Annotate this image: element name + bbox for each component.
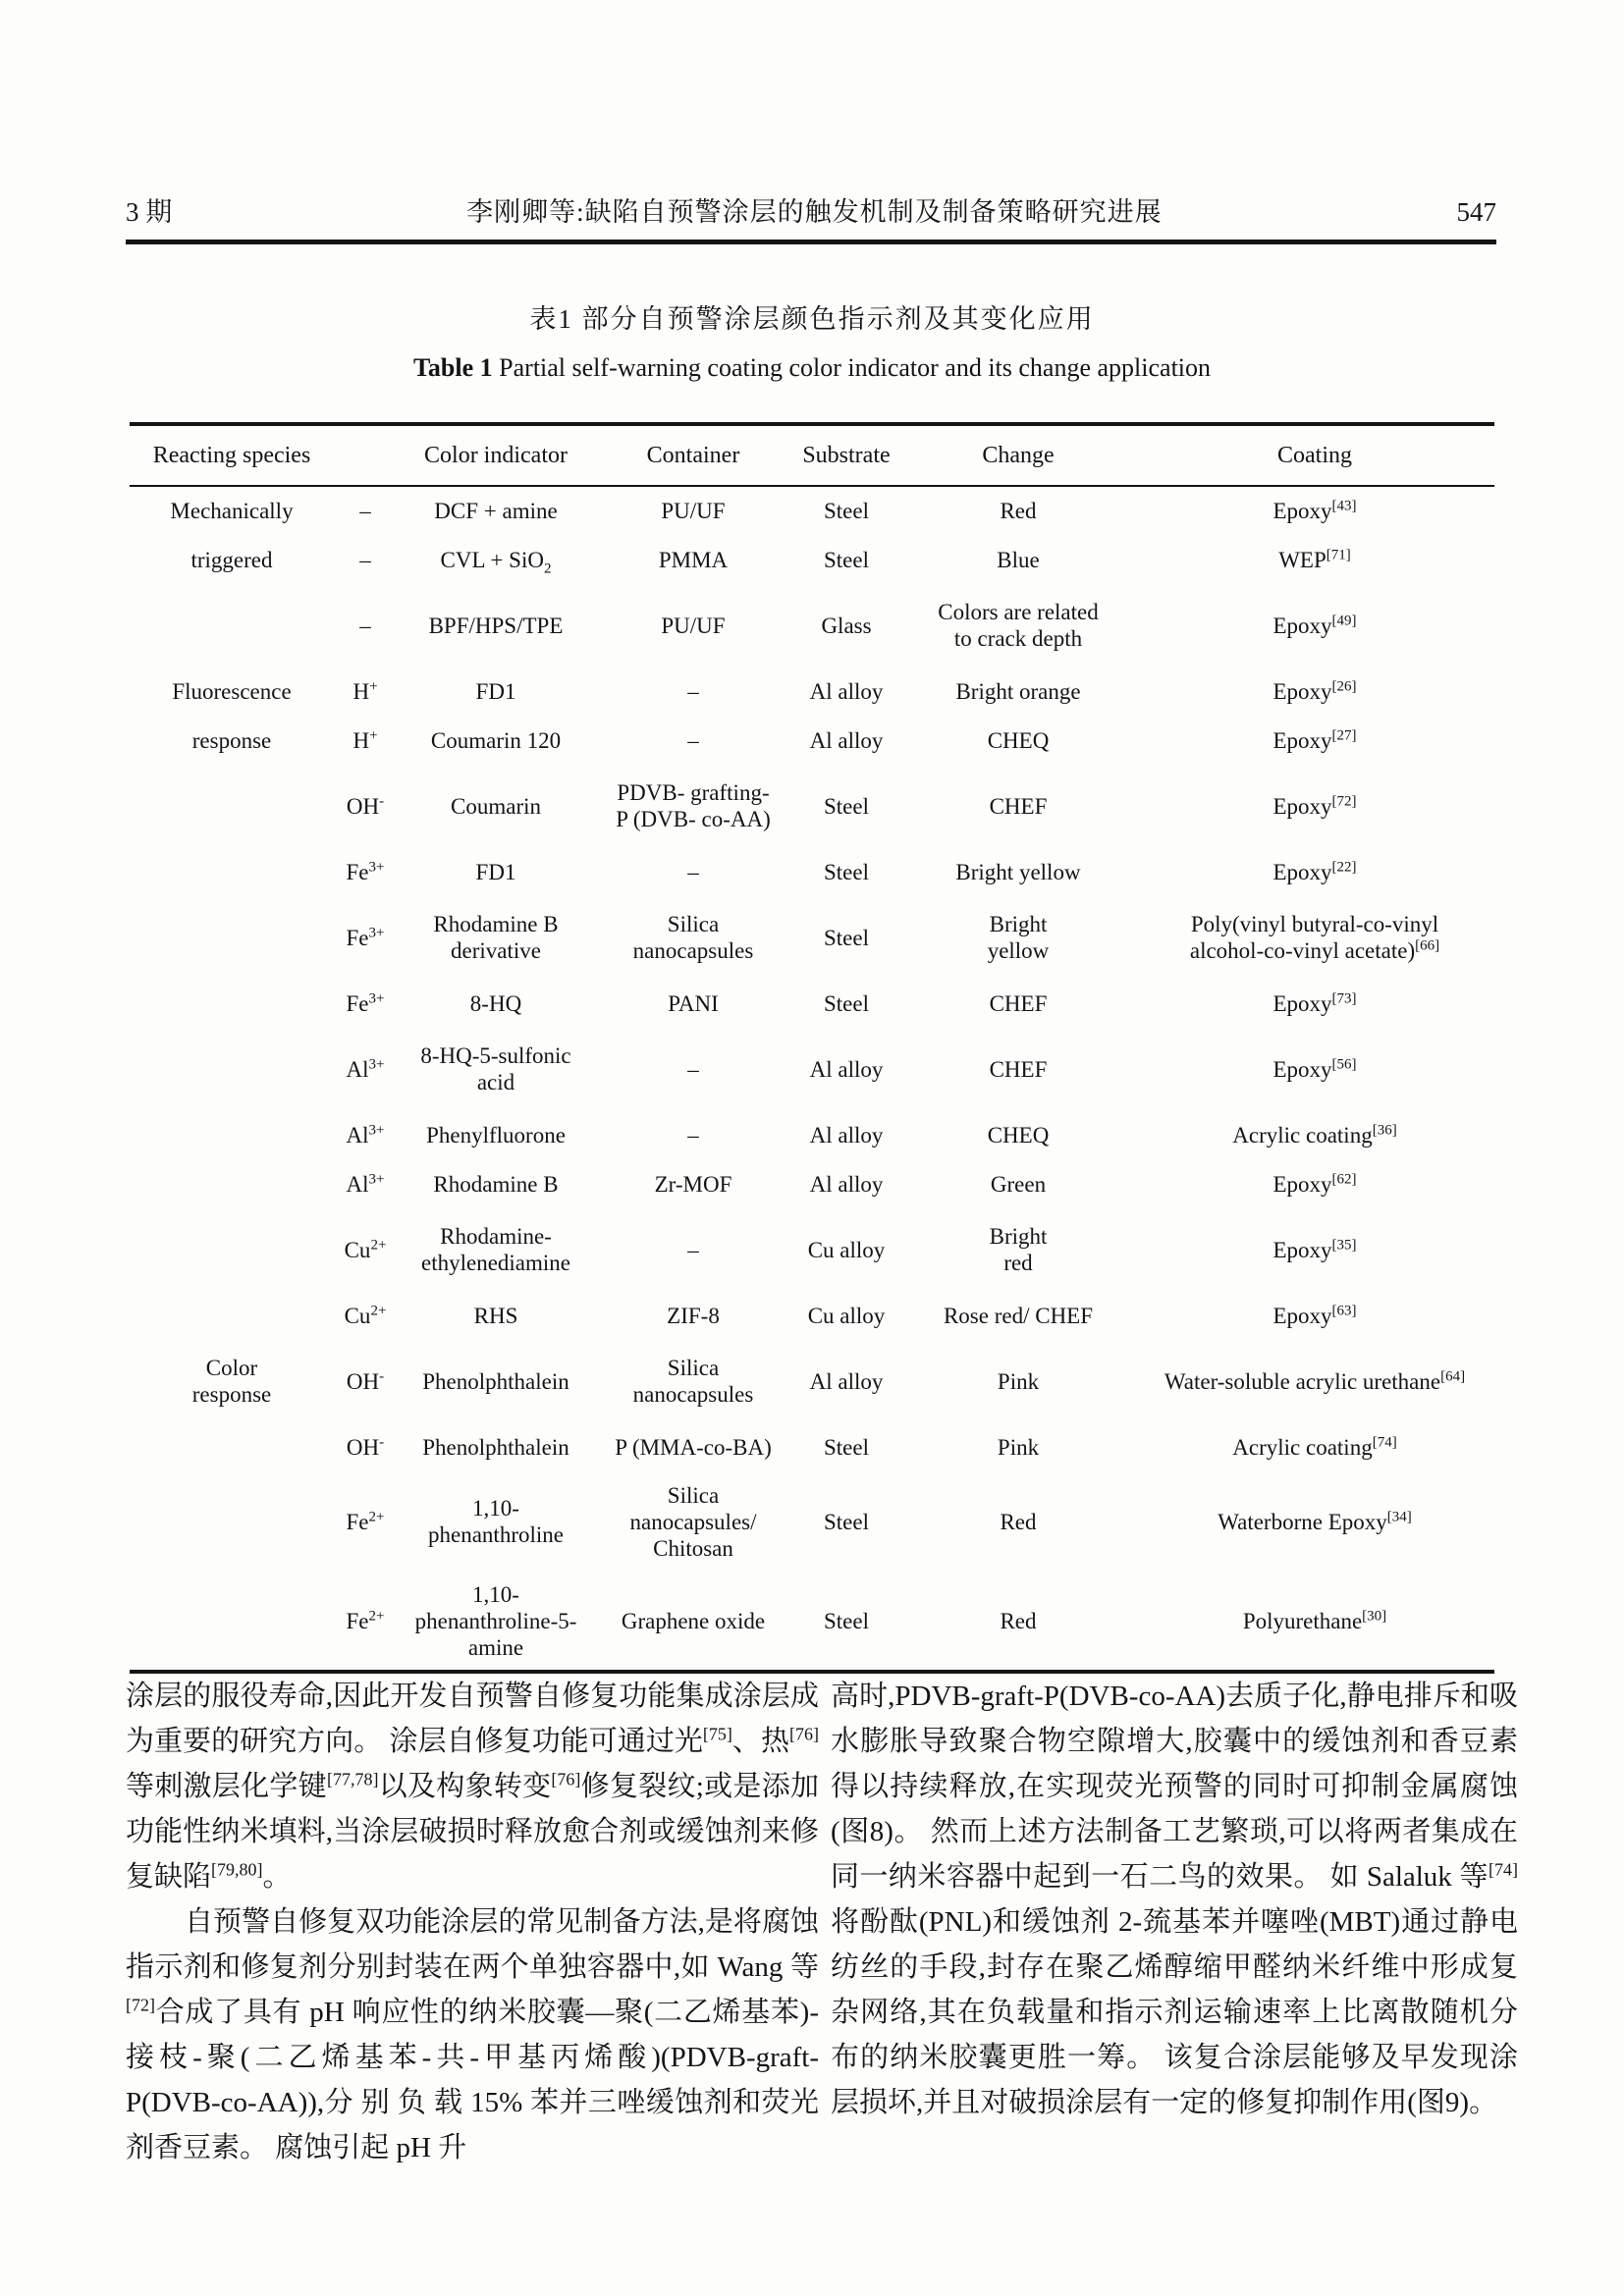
cell-change: Red	[1000, 1509, 1037, 1534]
cell-reacting-species: Mechanically	[170, 499, 294, 523]
cell-ion: $Fe^{2+}$	[346, 1508, 385, 1534]
cell-container: Silica nanocapsules/ Chitosan	[629, 1482, 757, 1561]
cell-coating: Acrylic coating[74]	[1232, 1433, 1397, 1460]
table-row	[130, 1208, 1494, 1291]
body-left-column	[126, 1674, 819, 2170]
ion-charge: 2+	[370, 1302, 387, 1318]
cell-color-indicator: Phenolphthalein	[422, 1368, 569, 1394]
cell-reacting-species	[130, 979, 334, 1028]
table-row	[130, 535, 1494, 584]
table-head	[130, 424, 1494, 486]
table-row	[130, 1422, 1494, 1471]
column-header: Coating	[1135, 424, 1494, 486]
cell-color-indicator: FD1	[475, 859, 516, 884]
cell-substrate: Steel	[824, 499, 869, 523]
cell-substrate: Steel	[824, 547, 869, 572]
issue-label: 3 期	[126, 197, 173, 227]
cell-ion: –	[359, 547, 371, 572]
cell-coating: Epoxy[62]	[1272, 1170, 1357, 1197]
cell-coating: Epoxy[22]	[1272, 858, 1357, 884]
formula-subscript: 2	[543, 561, 552, 577]
cell-color-indicator: 1,10- phenanthroline-5- amine	[414, 1581, 577, 1660]
cell-ion: –	[359, 499, 371, 523]
citation-ref: [30]	[1362, 1607, 1387, 1624]
cell-reacting-species	[130, 1422, 334, 1471]
cell-ion: $Fe^{3+}$	[346, 858, 385, 884]
ion-charge: -	[379, 792, 385, 809]
cell-color-indicator: Coumarin 120	[430, 727, 562, 753]
table-row	[130, 1110, 1494, 1159]
cell-substrate: Steel	[824, 859, 869, 884]
ion-charge: +	[369, 677, 378, 694]
paragraph: 涂层的服役寿命,因此开发自预警自修复功能集成涂层成为重要的研究方向。 涂层自修复功能可通过光[75]、热[76]等刺激层化学键[77,78]以及构象转变[76]修复裂纹;或是添加功能性纳米填料,当涂层破损时释放愈合剂或缓蚀剂来修复缺陷[79,80]。	[126, 1681, 819, 1893]
cell-coating: Epoxy[35]	[1272, 1236, 1357, 1262]
cell-substrate: Steel	[824, 1608, 869, 1633]
cell-ion: $Cu^{2+}$	[344, 1302, 387, 1328]
citation-ref: [62]	[1331, 1170, 1357, 1187]
cell-coating: Epoxy[49]	[1272, 612, 1357, 638]
ion-charge: 3+	[368, 989, 385, 1006]
cell-substrate: Steel	[824, 793, 869, 819]
ion-charge: -	[379, 1433, 385, 1450]
cell-container: P (MMA-co-BA)	[615, 1434, 772, 1460]
cell-color-indicator: FD1	[475, 678, 516, 704]
cell-reacting-species: triggered	[190, 547, 273, 572]
cell-change: Green	[990, 1171, 1047, 1197]
running-title: 李刚卿等:缺陷自预警涂层的触发机制及制备策略研究进展	[466, 197, 1163, 227]
cell-reacting-species	[130, 1159, 334, 1208]
cell-ion: $Al^{3+}$	[346, 1170, 385, 1197]
cell-color-indicator: Phenolphthalein	[422, 1434, 569, 1460]
cell-ion: $Fe^{3+}$	[346, 989, 385, 1016]
cell-substrate: Al alloy	[809, 1368, 884, 1394]
citation-ref: [43]	[1331, 498, 1357, 514]
citation-ref: [76]	[788, 1724, 819, 1744]
cell-color-indicator: CVL + SiO$_2$	[440, 547, 552, 577]
citation-ref: [35]	[1331, 1236, 1357, 1253]
cell-change: Pink	[997, 1368, 1040, 1394]
cell-substrate: Steel	[824, 990, 869, 1016]
data-table	[130, 422, 1494, 1674]
cell-container: PANI	[668, 990, 719, 1016]
cell-substrate: Glass	[821, 613, 872, 638]
cell-coating: Polyurethane[30]	[1242, 1607, 1387, 1633]
body-right-column	[831, 1674, 1518, 2125]
cell-substrate: Steel	[824, 1434, 869, 1460]
table-caption-en-text: Partial self-warning coating color indicator and its change application	[492, 353, 1212, 382]
citation-ref: [76]	[551, 1769, 581, 1789]
cell-reacting-species	[130, 1471, 334, 1572]
cell-container: Silica nanocapsules	[632, 912, 754, 963]
table-row	[130, 896, 1494, 979]
cell-container: ZIF-8	[667, 1303, 720, 1328]
citation-ref: [27]	[1331, 726, 1357, 743]
cell-reacting-species	[130, 1110, 334, 1159]
cell-reacting-species	[130, 896, 334, 979]
ion-charge: 3+	[368, 1055, 385, 1072]
column-header: Substrate	[791, 424, 901, 486]
cell-container: Silica nanocapsules	[632, 1356, 754, 1407]
cell-container: Zr-MOF	[654, 1171, 732, 1197]
cell-reacting-species	[130, 1208, 334, 1291]
cell-ion: $Fe^{3+}$	[346, 924, 385, 950]
cell-reacting-species	[130, 765, 334, 847]
table-row	[130, 847, 1494, 896]
column-header: Change	[901, 424, 1135, 486]
table-caption-en-label: Table 1	[412, 353, 493, 382]
paragraph: 自预警自修复双功能涂层的常见制备方法,是将腐蚀指示剂和修复剂分别封装在两个单独容器中,如 Wang 等[72]合成了具有 pH 响应性的纳米胶囊—聚(二乙烯基苯)-接枝-聚(二乙烯基苯-共-甲基丙烯酸)(PDVB-graft-P(DVB-co-AA)),分 别 负 载 15% 苯并三唑缓蚀剂和荧光剂香豆素。 腐蚀引起 pH 升	[126, 1906, 819, 2163]
cell-container: Graphene oxide	[621, 1608, 766, 1633]
ion-charge: 2+	[370, 1236, 387, 1253]
ion-charge: -	[379, 1367, 385, 1384]
citation-ref: [49]	[1331, 612, 1357, 628]
cell-substrate: Al alloy	[809, 1122, 884, 1148]
cell-ion: H+	[352, 677, 378, 704]
column-header: Color indicator	[397, 424, 595, 486]
cell-substrate: Steel	[824, 1509, 869, 1534]
table-row	[130, 486, 1494, 535]
cell-substrate: Al alloy	[809, 1171, 884, 1197]
cell-color-indicator: 1,10- phenanthroline	[428, 1496, 564, 1547]
citation-ref: [66]	[1415, 937, 1440, 954]
table-row	[130, 765, 1494, 847]
cell-color-indicator: RHS	[473, 1303, 518, 1328]
citation-ref: [64]	[1440, 1367, 1466, 1384]
ion-charge: +	[369, 726, 378, 743]
cell-reacting-species	[130, 1028, 334, 1110]
cell-color-indicator: Rhodamine B	[433, 1171, 559, 1197]
cell-ion: $Cu^{2+}$	[344, 1236, 387, 1262]
cell-reacting-species: Color response	[191, 1356, 272, 1407]
cell-reacting-species	[130, 584, 334, 667]
citation-ref: [71]	[1326, 546, 1351, 562]
table-row	[130, 1159, 1494, 1208]
cell-change: CHEQ	[987, 1122, 1050, 1148]
cell-container: PMMA	[658, 547, 729, 572]
cell-change: Red	[1000, 499, 1037, 523]
table-row	[130, 1291, 1494, 1340]
citation-ref: [74]	[1372, 1433, 1397, 1450]
cell-substrate: Steel	[824, 925, 869, 950]
cell-container: –	[687, 859, 699, 884]
cell-change: CHEF	[989, 793, 1048, 819]
table-row	[130, 667, 1494, 716]
cell-substrate: Al alloy	[809, 727, 884, 753]
citation-ref: [72]	[126, 1995, 155, 2015]
ion-charge: 2+	[368, 1607, 385, 1624]
paragraph: 高时,PDVB-graft-P(DVB-co-AA)去质子化,静电排斥和吸水膨胀导致聚合物空隙增大,胶囊中的缓蚀剂和香豆素得以持续释放,在实现荧光预警的同时可抑制金属腐蚀(图8)。 然而上述方法制备工艺繁琐,可以将两者集成在同一纳米容器中起到一石二鸟的效果。 如 Salaluk 等[74]将酚酞(PNL)和缓蚀剂 2-巯基苯并噻唑(MBT)通过静电纺丝的手段,封存在聚乙烯醇缩甲醛纳米纤维中形成复杂网络,其在负载量和指示剂运输速率上比离散随机分布的纳米胶囊更胜一筹。 该复合涂层能够及早发现涂层损坏,并且对破损涂层有一定的修复抑制作用(图9)。	[831, 1681, 1518, 2118]
cell-change: Red	[1000, 1608, 1037, 1633]
cell-ion: $Al^{3+}$	[346, 1055, 385, 1082]
cell-change: Pink	[997, 1434, 1040, 1460]
column-header: Reacting species	[130, 424, 334, 486]
cell-coating: Epoxy[26]	[1272, 677, 1357, 704]
table-row	[130, 1028, 1494, 1110]
cell-change: Bright red	[989, 1224, 1048, 1275]
table-caption-en	[0, 353, 1624, 383]
citation-ref: [36]	[1372, 1121, 1397, 1138]
cell-change: Blue	[997, 547, 1040, 572]
citation-ref: [34]	[1386, 1508, 1412, 1524]
cell-substrate: Cu alloy	[807, 1303, 886, 1328]
cell-color-indicator: BPF/HPS/TPE	[428, 613, 564, 638]
cell-coating: Poly(vinyl butyral-co-vinyl alcohol-co-vinyl acetate)[66]	[1189, 912, 1440, 963]
cell-container: PU/UF	[661, 613, 726, 638]
cell-change: Bright yellow	[955, 859, 1081, 884]
ion-charge: 3+	[368, 858, 385, 875]
cell-reacting-species: Fluorescence	[172, 678, 292, 704]
table-body	[130, 486, 1494, 1672]
citation-ref: [79,80]	[211, 1859, 263, 1880]
cell-substrate: Al alloy	[809, 1056, 884, 1082]
column-header: Container	[595, 424, 791, 486]
column-header	[334, 424, 397, 486]
citation-ref: [26]	[1331, 677, 1357, 694]
cell-coating: Epoxy[73]	[1272, 989, 1357, 1016]
cell-coating: Epoxy[63]	[1272, 1302, 1357, 1328]
citation-ref: [75]	[702, 1724, 732, 1744]
cell-color-indicator: DCF + amine	[434, 499, 558, 523]
cell-change: Bright orange	[955, 678, 1081, 704]
citation-ref: [74]	[1489, 1859, 1518, 1880]
cell-reacting-species: response	[191, 727, 272, 753]
ion-charge: 3+	[368, 1121, 385, 1138]
cell-reacting-species	[130, 1291, 334, 1340]
cell-coating: Epoxy[43]	[1272, 498, 1357, 523]
cell-color-indicator: 8-HQ	[469, 990, 522, 1016]
cell-change: CHEF	[989, 990, 1048, 1016]
cell-change: CHEQ	[987, 727, 1050, 753]
cell-color-indicator: 8-HQ-5-sulfonic acid	[420, 1043, 571, 1095]
header-row	[130, 424, 1494, 486]
ion-charge: 2+	[368, 1508, 385, 1524]
cell-ion: OH-	[346, 792, 385, 819]
table-caption-zh: 表1 部分自预警涂层颜色指示剂及其变化应用	[529, 304, 1095, 334]
cell-ion: –	[359, 613, 371, 638]
cell-substrate: Al alloy	[809, 678, 884, 704]
cell-coating: Waterborne Epoxy[34]	[1218, 1508, 1412, 1534]
cell-coating: WEP[71]	[1278, 546, 1351, 572]
table-row	[130, 716, 1494, 765]
table-row	[130, 584, 1494, 667]
cell-container: –	[687, 727, 699, 753]
table-row	[130, 1471, 1494, 1572]
table-row	[130, 979, 1494, 1028]
cell-change: Rose red/ CHEF	[943, 1303, 1094, 1328]
ion-charge: 3+	[368, 1170, 385, 1187]
citation-ref: [72]	[1331, 792, 1357, 809]
cell-coating: Water-soluble acrylic urethane[64]	[1164, 1367, 1466, 1394]
table-row	[130, 1340, 1494, 1422]
cell-coating: Epoxy[72]	[1272, 792, 1357, 819]
running-head	[126, 190, 1496, 229]
cell-change: CHEF	[989, 1056, 1048, 1082]
cell-container: PDVB- grafting- P (DVB- co-AA)	[616, 780, 771, 831]
cell-container: PU/UF	[661, 499, 726, 523]
cell-ion: $Al^{3+}$	[346, 1121, 385, 1148]
cell-change: Colors are related to crack depth	[938, 600, 1099, 651]
cell-color-indicator: Rhodamine- ethylenediamine	[421, 1224, 570, 1275]
cell-ion: H+	[352, 726, 378, 753]
cell-change: Bright yellow	[987, 912, 1050, 963]
cell-coating: Epoxy[56]	[1272, 1055, 1357, 1082]
cell-color-indicator: Rhodamine B derivative	[433, 912, 559, 963]
citation-ref: [22]	[1331, 858, 1357, 875]
cell-color-indicator: Coumarin	[451, 793, 541, 819]
cell-container: –	[687, 1056, 699, 1082]
cell-color-indicator: Phenylfluorone	[426, 1122, 566, 1148]
page-number: 547	[1456, 197, 1496, 227]
cell-ion: $Fe^{2+}$	[346, 1607, 385, 1633]
cell-container: –	[687, 678, 699, 704]
citation-ref: [63]	[1331, 1302, 1357, 1318]
cell-substrate: Cu alloy	[807, 1237, 886, 1262]
cell-coating: Acrylic coating[36]	[1232, 1121, 1397, 1148]
cell-ion: OH-	[346, 1367, 385, 1394]
cell-reacting-species	[130, 1572, 334, 1672]
cell-reacting-species	[130, 847, 334, 896]
header-rule	[126, 240, 1496, 244]
cell-coating: Epoxy[27]	[1272, 726, 1357, 753]
citation-ref: [73]	[1331, 989, 1357, 1006]
cell-container: –	[687, 1237, 699, 1262]
cell-ion: OH-	[346, 1433, 385, 1460]
table-row	[130, 1572, 1494, 1672]
ion-charge: 3+	[368, 924, 385, 940]
cell-container: –	[687, 1122, 699, 1148]
citation-ref: [56]	[1331, 1055, 1357, 1072]
citation-ref: [77,78]	[326, 1769, 379, 1789]
